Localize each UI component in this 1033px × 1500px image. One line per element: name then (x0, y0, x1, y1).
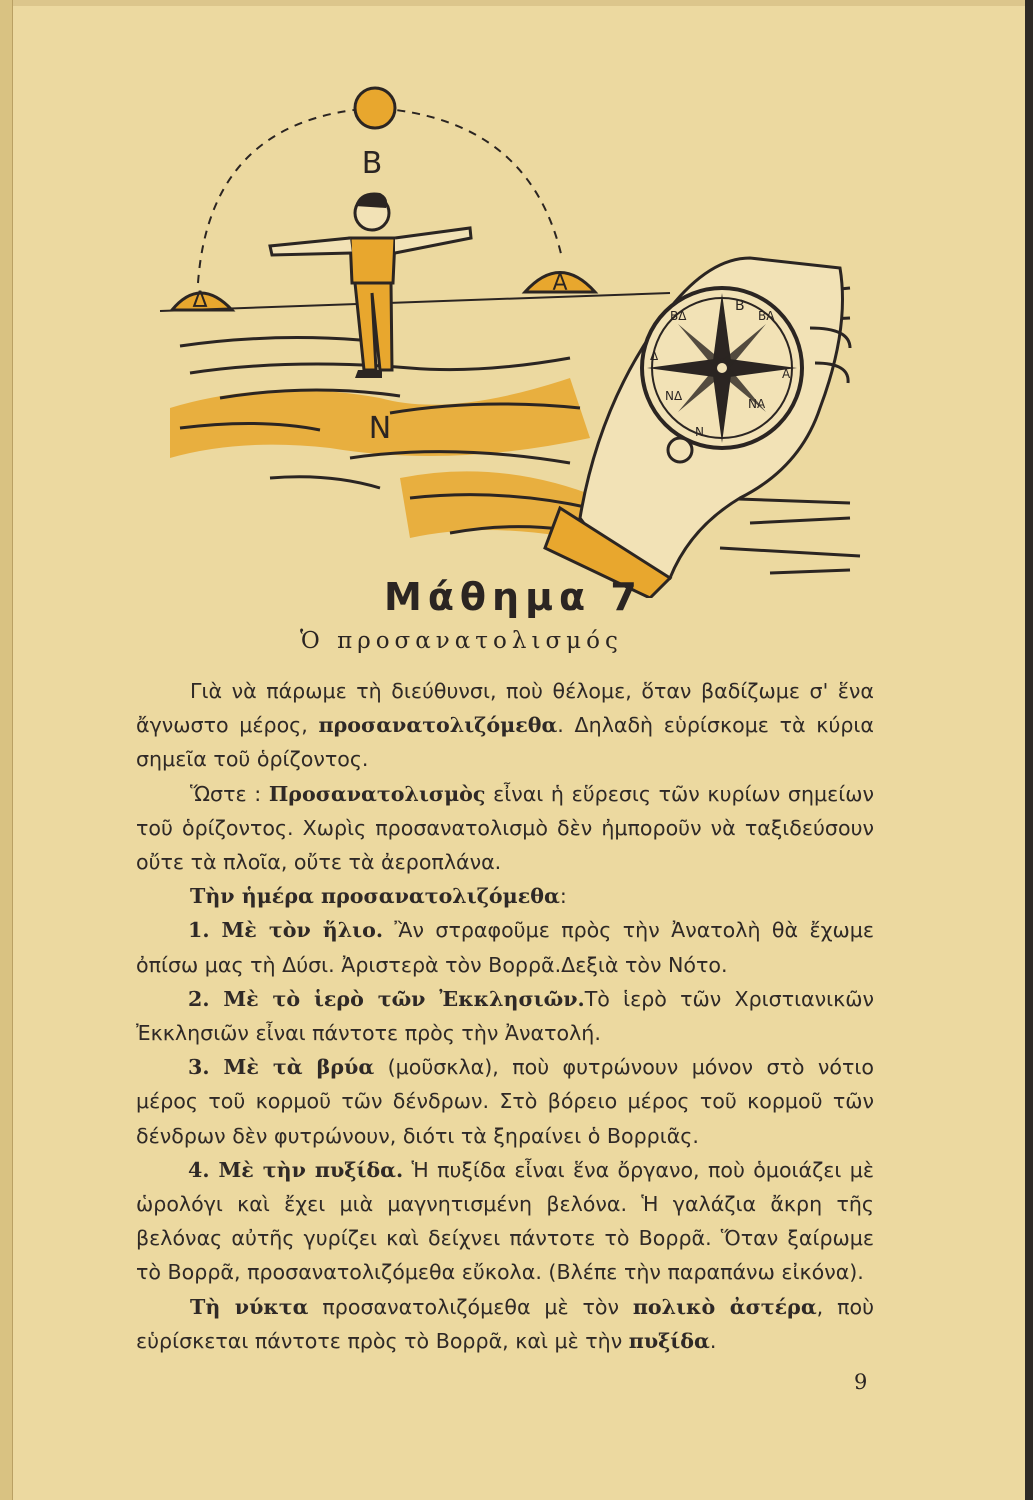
paragraph-definition: Ὥστε : Προσανατολισμὸς εἶναι ἡ εὕρεσις τῶν κυρίων σημείων τοῦ ὁρίζοντος. Χωρὶς προσανατολισμὸ δὲν ἠμποροῦν νὰ ταξιδεύσουν οὔτε τὰ πλοῖα, οὔτε τὰ ἀεροπλάνα. (136, 781, 874, 875)
north-label: Β (361, 146, 383, 181)
compass-se: ΝΑ (748, 397, 766, 411)
compass-nw: ΒΔ (670, 309, 687, 323)
list-item-sun: 1. Μὲ τὸν ἥλιο. Ἂν στραφοῦμε πρὸς τὴν Ἀνατολὴ θὰ ἔχωμε ὀπίσω μας τὴ Δύσι. Ἀριστερὰ τὸν Βορρᾶ.Δεξιὰ τὸν Νότο. (136, 918, 874, 977)
paragraph-night: Τὴ νύκτα προσανατολιζόμεθα μὲ τὸν πολικὸ ἀστέρα, ποὺ εὑρίσκεται πάντοτε πρὸς τὸ Βορρᾶ, καὶ μὲ τὴν πυξίδα. (136, 1294, 874, 1353)
lesson-title: Μάθημα 7 (384, 575, 643, 619)
paragraph-day-heading: Τὴν ἡμέρα προσανατολιζόμεθα: (190, 884, 567, 909)
paragraph-intro: Γιὰ νὰ πάρωμε τὴ διεύθυνσι, ποὺ θέλομε, ὅταν βαδίζωμε σ' ἕνα ἄγνωστο μέρος, προσανατολιζόμεθα. Δηλαδὴ εὑρίσκομε τὰ κύρια σημεῖα τοῦ ὁρίζοντος. (136, 679, 874, 772)
lesson-subtitle: Ὁ προσανατολισμός (300, 628, 623, 654)
page-number: 9 (854, 1370, 868, 1394)
lesson-body (136, 674, 874, 1358)
south-label: Ν (368, 411, 392, 446)
compass-sw: ΝΔ (665, 389, 683, 403)
horizon-line (160, 293, 670, 311)
compass-east: Α (782, 367, 791, 381)
list-item-church: 2. Μὲ τὸ ἱερὸ τῶν Ἐκκλησιῶν.Τὸ ἱερὸ τῶν Χριστιανικῶν Ἐκκλησιῶν εἶναι πάντοτε πρὸς τὴν Ἀνατολή. (136, 986, 874, 1046)
page-edge-left (0, 0, 13, 1500)
sun-icon (355, 88, 395, 128)
boy-figure (270, 193, 471, 378)
page-edge-right (1025, 0, 1033, 1500)
page-edge-top (0, 0, 1033, 6)
west-label: Δ (192, 288, 208, 313)
orientation-illustration (150, 78, 870, 598)
compass-south: Ν (695, 425, 704, 439)
list-item-compass: 4. Μὲ τὴν πυξίδα. Ἡ πυξίδα εἶναι ἕνα ὄργανο, ποὺ ὁμοιάζει μὲ ὡρολόγι καὶ ἔχει μιὰ μαγνητισμένη βελόνα. Ἡ γαλάζια ἄκρη τῆς βελόνας αὐτῆς γυρίζει καὶ δείχνει πάντοτε τὸ Βορρᾶ. Ὅταν ξαίρωμε τὸ Βορρᾶ, προσανατολιζόμεθα εὔκολα. (Βλέπε τὴν παραπάνω εἰκόνα). (136, 1157, 874, 1285)
compass-ne: ΒΑ (758, 309, 775, 323)
list-item-moss: 3. Μὲ τὰ βρύα (μοῦσκλα), ποὺ φυτρώνουν μόνον στὸ νότιο μέρος τοῦ κορμοῦ τῶν δένδρων. Στὸ βόρειο μέρος τοῦ κορμοῦ τῶν δένδρων δὲν φυτρώνουν, διότι τὰ ξηραίνει ὁ Βορριᾶς. (136, 1055, 874, 1148)
east-label: Α (552, 271, 568, 296)
compass-west: Δ (650, 349, 659, 363)
compass-north: Β (735, 298, 745, 314)
